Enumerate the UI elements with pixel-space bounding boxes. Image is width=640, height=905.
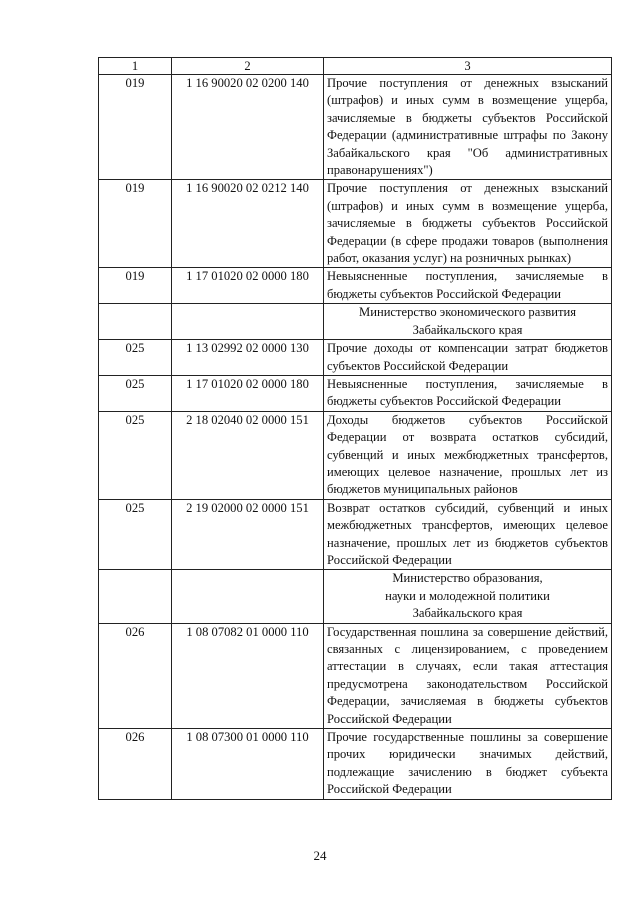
revenue-description-cell: Доходы бюджетов субъектов Российской Федерации от возврата остатков субсидий, субвенций и иных межбюджетных трансфертов, имеющих целевое назначение, прошлых лет из бюджетов муниципальных районов xyxy=(324,411,612,499)
revenue-code-cell: 1 08 07300 01 0000 110 xyxy=(172,729,324,800)
table-row xyxy=(99,340,612,376)
empty-cell xyxy=(172,304,324,340)
table-header-row xyxy=(99,58,612,75)
section-heading-row xyxy=(99,570,612,623)
table-row xyxy=(99,268,612,304)
revenue-code-cell: 1 16 90020 02 0200 140 xyxy=(172,75,324,180)
admin-code-cell: 019 xyxy=(99,268,172,304)
empty-cell xyxy=(99,304,172,340)
ministry-heading xyxy=(324,570,612,623)
revenue-codes-table xyxy=(98,57,612,800)
ministry-heading-line: Забайкальского края xyxy=(412,322,523,337)
revenue-description-cell: Прочие поступления от денежных взысканий (штрафов) и иных сумм в возмещение ущерба, зачисляемые в бюджеты субъектов Российской Федерации (в сфере продажи товаров (выполнения работ, оказания услуг) на розничных рынках) xyxy=(324,180,612,268)
revenue-description-cell: Прочие государственные пошлины за совершение прочих юридически значимых действий, подлежащие зачислению в бюджет субъекта Российской Федерации xyxy=(324,729,612,800)
revenue-description-cell: Прочие доходы от компенсации затрат бюджетов субъектов Российской Федерации xyxy=(324,340,612,376)
table-row xyxy=(99,499,612,570)
revenue-code-cell: 1 13 02992 02 0000 130 xyxy=(172,340,324,376)
table-row xyxy=(99,75,612,180)
ministry-heading xyxy=(324,304,612,340)
table-row xyxy=(99,729,612,800)
ministry-heading-line: науки и молодежной политики xyxy=(385,588,550,603)
admin-code-cell: 025 xyxy=(99,499,172,570)
revenue-code-cell: 2 19 02000 02 0000 151 xyxy=(172,499,324,570)
table-row xyxy=(99,623,612,728)
empty-cell xyxy=(172,570,324,623)
empty-cell xyxy=(99,570,172,623)
column-header-3: 3 xyxy=(324,58,612,75)
admin-code-cell: 019 xyxy=(99,180,172,268)
revenue-description-cell: Государственная пошлина за совершение действий, связанных с лицензированием, с проведением аттестации в случаях, если такая аттестация предусмотрена законодательством Российской Федерации, зачисляемая в бюджеты субъектов Российской Федерации xyxy=(324,623,612,728)
admin-code-cell: 026 xyxy=(99,729,172,800)
revenue-description-cell: Прочие поступления от денежных взысканий (штрафов) и иных сумм в возмещение ущерба, зачисляемые в бюджеты субъектов Российской Федерации (административные штрафы по Закону Забайкальского края "Об административных правонарушениях") xyxy=(324,75,612,180)
revenue-description-cell: Возврат остатков субсидий, субвенций и иных межбюджетных трансфертов, имеющих целевое назначение, прошлых лет из бюджетов субъектов Российской Федерации xyxy=(324,499,612,570)
revenue-code-cell: 1 16 90020 02 0212 140 xyxy=(172,180,324,268)
admin-code-cell: 026 xyxy=(99,623,172,728)
revenue-description-cell: Невыясненные поступления, зачисляемые в бюджеты субъектов Российской Федерации xyxy=(324,268,612,304)
revenue-code-cell: 1 08 07082 01 0000 110 xyxy=(172,623,324,728)
table-row xyxy=(99,411,612,499)
column-header-1: 1 xyxy=(99,58,172,75)
page-number: 24 xyxy=(313,848,327,863)
admin-code-cell: 025 xyxy=(99,340,172,376)
section-heading-row xyxy=(99,304,612,340)
revenue-code-cell: 1 17 01020 02 0000 180 xyxy=(172,268,324,304)
admin-code-cell: 025 xyxy=(99,411,172,499)
ministry-heading-line: Министерство образования, xyxy=(392,571,543,586)
ministry-heading-line: Забайкальского края xyxy=(412,606,523,621)
ministry-heading-line: Министерство экономического развития xyxy=(359,305,576,320)
revenue-code-cell: 2 18 02040 02 0000 151 xyxy=(172,411,324,499)
admin-code-cell: 019 xyxy=(99,75,172,180)
admin-code-cell: 025 xyxy=(99,375,172,411)
table-row xyxy=(99,375,612,411)
table-row xyxy=(99,180,612,268)
column-header-2: 2 xyxy=(172,58,324,75)
revenue-description-cell: Невыясненные поступления, зачисляемые в бюджеты субъектов Российской Федерации xyxy=(324,375,612,411)
revenue-code-cell: 1 17 01020 02 0000 180 xyxy=(172,375,324,411)
